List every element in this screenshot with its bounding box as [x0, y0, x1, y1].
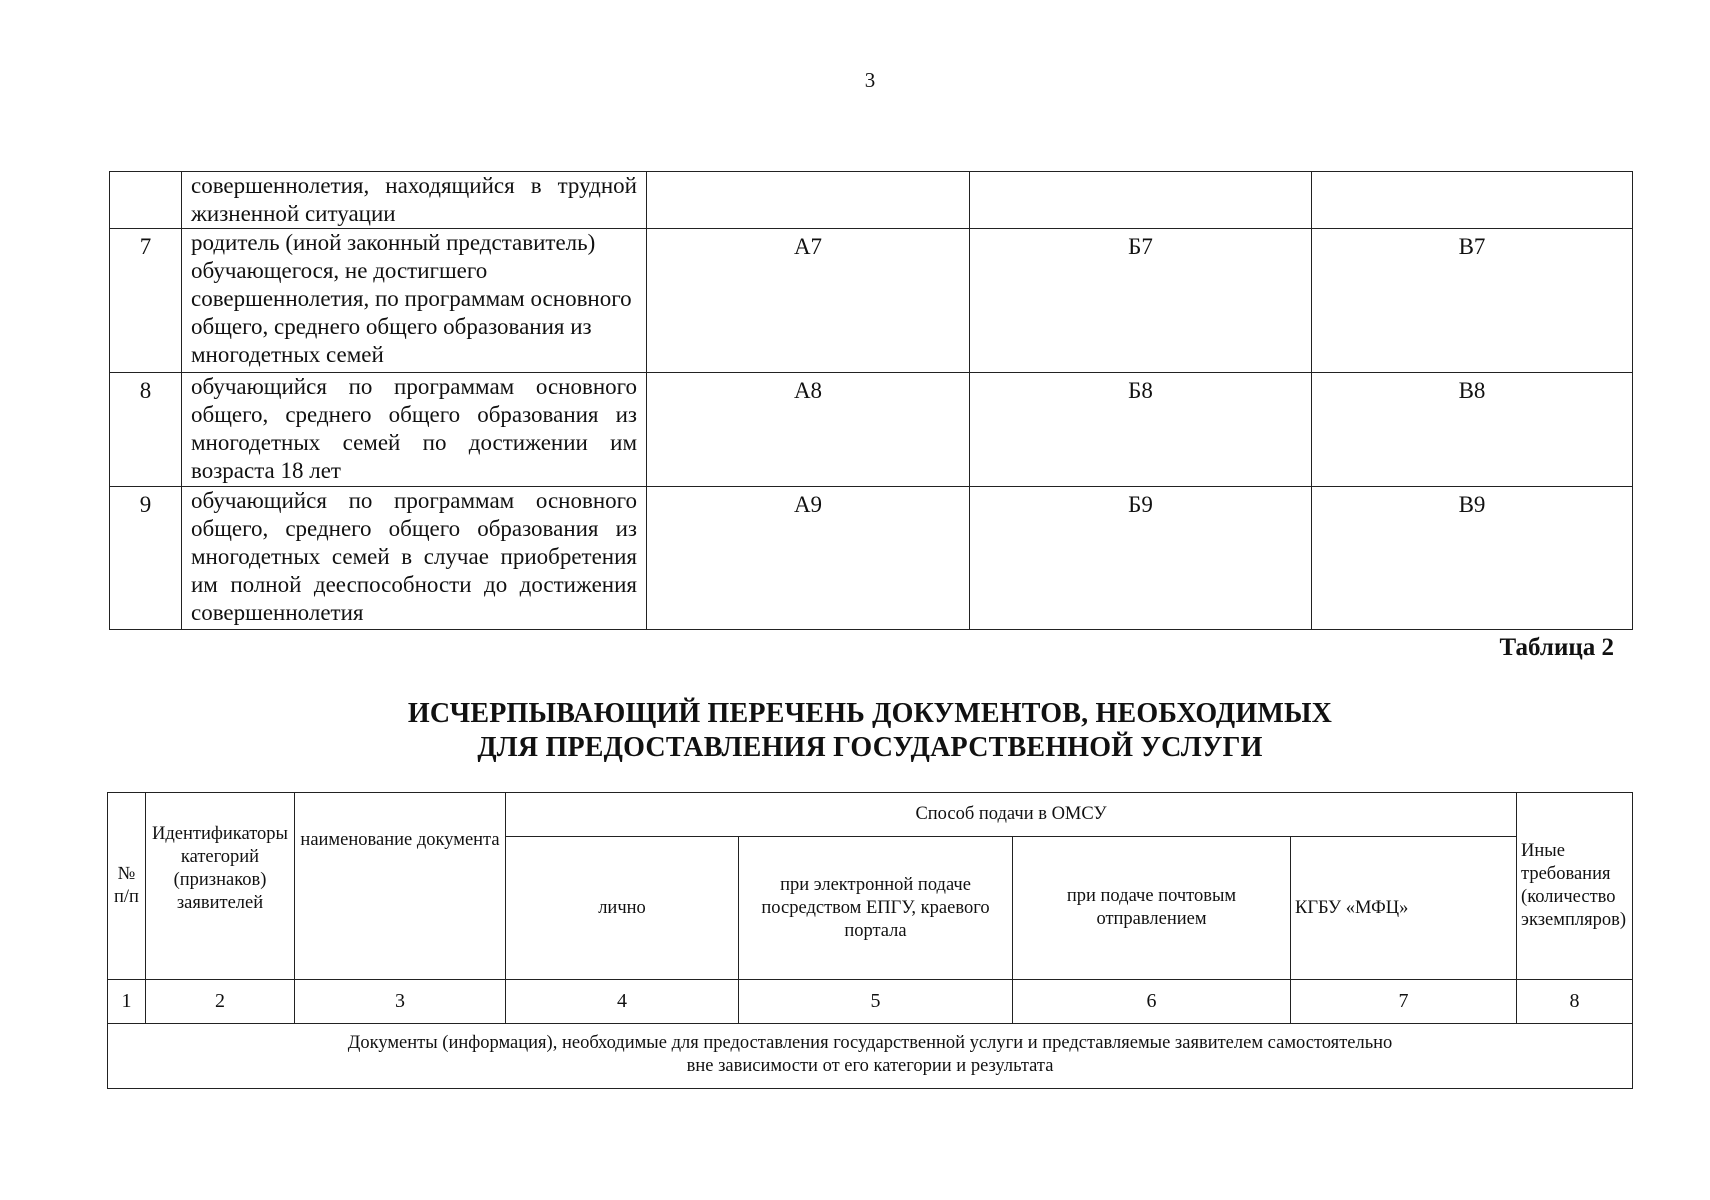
- row-number: 7: [110, 229, 182, 373]
- code-c: В9: [1312, 487, 1633, 630]
- category-description: совершеннолетия, находящийся в трудной жизненной ситуации: [182, 172, 647, 229]
- document-title: [0, 697, 1710, 765]
- applicant-categories-table: [109, 171, 1633, 630]
- section-heading: [108, 1024, 1633, 1089]
- code-c: [1312, 172, 1633, 229]
- header-row: [108, 793, 1633, 837]
- table-row: [110, 373, 1633, 487]
- header-other-requirements: Иные требования (количество экземпляров): [1517, 793, 1633, 980]
- category-description: родитель (иной законный представитель) обучающегося, не достигшего совершеннолетия, по программам основного общего, среднего общего образования из многодетных семей: [182, 229, 647, 373]
- header-num: № п/п: [108, 793, 146, 980]
- title-line: ИСЧЕРПЫВАЮЩИЙ ПЕРЕЧЕНЬ ДОКУМЕНТОВ, НЕОБХОДИМЫХ: [407, 698, 1333, 729]
- table-caption: Таблица 2: [1499, 634, 1614, 661]
- column-number: 7: [1291, 980, 1517, 1024]
- code-b: Б8: [970, 373, 1312, 487]
- section-row: [108, 1024, 1633, 1089]
- category-description: обучающийся по программам основного общего, среднего общего образования из многодетных семей в случае приобретения им полной дееспособности до достижения совершеннолетия: [182, 487, 647, 630]
- column-number: 5: [739, 980, 1013, 1024]
- column-number: 6: [1013, 980, 1291, 1024]
- code-c: В7: [1312, 229, 1633, 373]
- header-personal: лично: [506, 837, 739, 980]
- header-mfc: КГБУ «МФЦ»: [1291, 837, 1517, 980]
- table-row: [110, 172, 1633, 229]
- code-a: А9: [647, 487, 970, 630]
- section-heading-line: Документы (информация), необходимые для предоставления государственной услуги и представляемые заявителем самостоятельно: [347, 1033, 1393, 1053]
- code-a: А7: [647, 229, 970, 373]
- row-number: 8: [110, 373, 182, 487]
- column-number: 1: [108, 980, 146, 1024]
- title-line: ДЛЯ ПРЕДОСТАВЛЕНИЯ ГОСУДАРСТВЕННОЙ УСЛУГИ: [477, 732, 1263, 763]
- header-document-name: наименование документа: [295, 793, 506, 980]
- column-number: 4: [506, 980, 739, 1024]
- header-postal: при подаче почтовым отправлением: [1013, 837, 1291, 980]
- column-number: 8: [1517, 980, 1633, 1024]
- column-number: 3: [295, 980, 506, 1024]
- header-electronic: при электронной подаче посредством ЕПГУ, краевого портала: [739, 837, 1013, 980]
- code-b: Б9: [970, 487, 1312, 630]
- documents-table: [107, 792, 1633, 1089]
- code-c: В8: [1312, 373, 1633, 487]
- category-description: обучающийся по программам основного общего, среднего общего образования из многодетных семей по достижении им возраста 18 лет: [182, 373, 647, 487]
- code-b: [970, 172, 1312, 229]
- row-number: 9: [110, 487, 182, 630]
- header-identifiers: Идентификаторы категорий (признаков) заявителей: [146, 793, 295, 980]
- table-row: [110, 487, 1633, 630]
- column-numbers-row: [108, 980, 1633, 1024]
- code-b: Б7: [970, 229, 1312, 373]
- code-a: [647, 172, 970, 229]
- table-row: [110, 229, 1633, 373]
- column-number: 2: [146, 980, 295, 1024]
- code-a: А8: [647, 373, 970, 487]
- row-number: [110, 172, 182, 229]
- page-number: 3: [864, 68, 876, 92]
- section-heading-line: вне зависимости от его категории и результата: [686, 1056, 1054, 1076]
- header-submission-method: Способ подачи в ОМСУ: [506, 793, 1517, 837]
